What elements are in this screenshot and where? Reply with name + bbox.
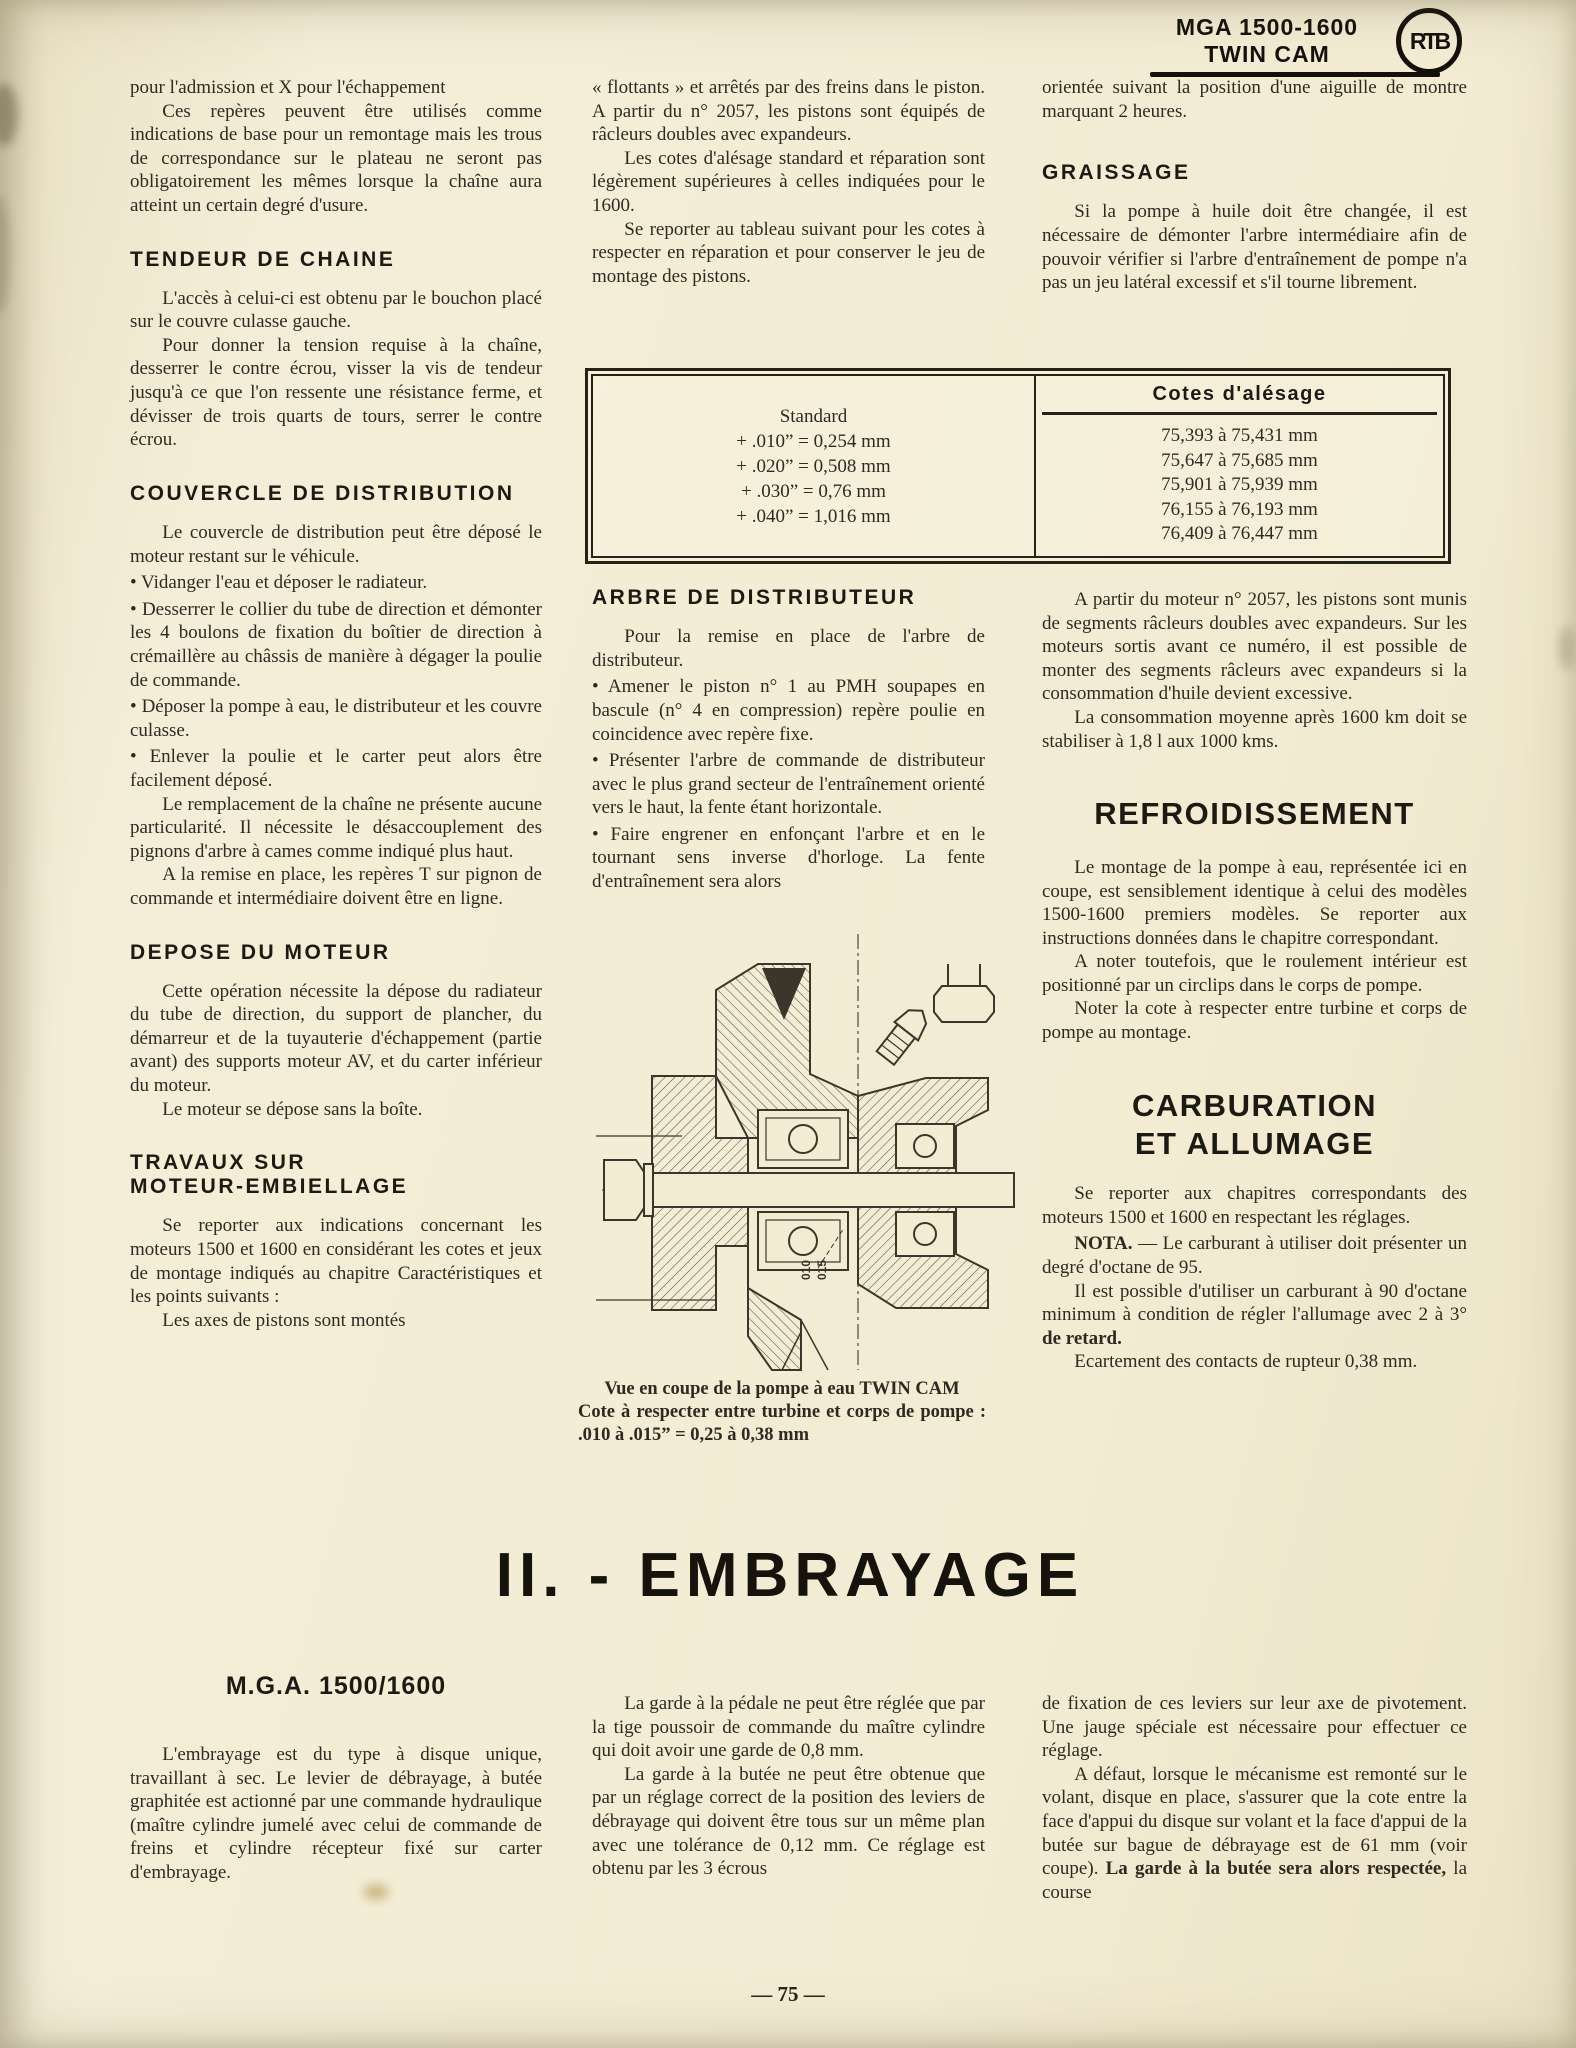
model-title-line2: TWIN CAM — [1204, 41, 1330, 67]
table-cell: Standard — [779, 405, 848, 427]
bullet-item: • Desserrer le collier du tube de direction et démonter les 4 boulons de fixation du boîtier de direction à crémaillère au châssis de manière à dégager la poulie de commande. — [130, 598, 542, 691]
paragraph: Se reporter au tableau suivant pour les cotes à respecter en réparation et pour conserver le jeu de montage des pistons. — [592, 218, 985, 287]
scan-artifact — [0, 84, 18, 146]
caption-line2: Cote à respecter entre turbine et corps de pompe : .010 à .015” = 0,25 à 0,38 mm — [578, 1402, 986, 1445]
shaft-bolt — [604, 1160, 653, 1220]
section-heading-couvercle: COUVERCLE DE DISTRIBUTION — [130, 481, 515, 505]
text-run: la course — [1042, 1858, 1467, 1903]
table-cell: + .020” = 0,508 mm — [736, 455, 891, 477]
paragraph: Se reporter aux chapitres correspondants des moteurs 1500 et 1600 en respectant les réglages. — [1042, 1183, 1467, 1228]
paragraph: La garde à la pédale ne peut être réglée que par la tige poussoir de commande du maître cylindre qui doit avoir une garde de 0,8 mm. — [592, 1693, 985, 1762]
table-cell: 75,901 à 75,939 mm — [1161, 474, 1318, 496]
stain-artifact — [363, 1884, 389, 1900]
svg-text:015: 015 — [815, 1259, 829, 1280]
paragraph: Pour donner la tension requise à la chaîne, desserrer le contre écrou, visser la vis de tendeur jusqu'à ce que l'on ressente une résistance ferme, et dévisser de trois quarts de tours, serrer le contre écrou. — [130, 334, 542, 451]
rta-logo-text: RTB — [1409, 27, 1449, 54]
table-column-bores — [1034, 376, 1443, 556]
paragraph: Si la pompe à huile doit être changée, il est nécessaire de démonter l'arbre intermédiaire afin de pouvoir vérifier si l'arbre d'entraînement de pompe n'a pas un jeu latéral excessif et s'il tourne librement. — [1042, 201, 1467, 294]
text-run-bold: La garde à la butée sera alors respectée, — [1105, 1858, 1447, 1880]
column-bottom-middle — [592, 1692, 985, 1881]
paragraph: Noter la cote à respecter entre turbine et corps de pompe au montage. — [1042, 998, 1467, 1044]
paragraph: Le couvercle de distribution peut être déposé le moteur restant sur le véhicule. — [130, 522, 542, 567]
text-run: A défaut, lorsque le mécanisme est remonté sur le volant, disque en place, s'assurer que la cote entre la face d'appui du disque sur volant et la face d'appui de la butée sur bague de débrayage est de 61 mm (voir coupe). — [1042, 1763, 1467, 1880]
paragraph: A noter toutefois, que le roulement intérieur est positionné par un circlips dans le corps de pompe. — [1042, 951, 1467, 996]
paragraph: Se reporter aux indications concernant les moteurs 1500 et 1600 en considérant les cotes et jeux de montage indiqués au chapitre Caractéristiques et les points suivants : — [130, 1215, 542, 1308]
table-cell: 75,393 à 75,431 mm — [1161, 425, 1318, 447]
scan-artifact — [1558, 626, 1576, 670]
column-right-lower — [1042, 588, 1467, 1374]
table-cell: 75,647 à 75,685 mm — [1161, 449, 1318, 471]
svg-text:010: 010 — [799, 1259, 813, 1280]
paragraph: Le montage de la pompe à eau, représentée ici en coupe, est sensiblement identique à celui des modèles 1500-1600 premiers modèles. Se reporter aux instructions données dans le chapitre correspondant. — [1042, 856, 1467, 949]
figure-caption — [578, 1378, 986, 1447]
paragraph: A partir du moteur n° 2057, les pistons sont munis de segments râcleurs doubles avec expandeurs. Sur les moteurs sortis avant ce numéro, il est possible de monter des segments râcleurs avec expandeurs si la consommation d'huile devient excessive. — [1042, 589, 1467, 705]
table-body — [1036, 415, 1443, 556]
column-left — [130, 76, 542, 1332]
heading-line: CARBURATION — [1132, 1087, 1377, 1123]
water-pump-cross-section — [596, 928, 1016, 1373]
bullet-item: • Faire engrener en enfonçant l'arbre et en le tournant sens inverse d'horloge. La fente d'entraînement sera alors — [592, 823, 985, 893]
chapter-title-embrayage: II. - EMBRAYAGE — [495, 1541, 1085, 1610]
paragraph — [1042, 1280, 1467, 1351]
rta-logo — [1396, 8, 1462, 74]
paragraph: La consommation moyenne après 1600 km doit se stabiliser à 1,8 l aux 1000 kms. — [1042, 706, 1467, 752]
bullet-item: • Enlever la poulie et le carter peut alors être facilement déposé. — [130, 746, 542, 791]
paragraph: L'accès à celui-ci est obtenu par le bouchon placé sur le couvre culasse gauche. — [130, 287, 542, 333]
paragraph: Les cotes d'alésage standard et réparation sont légèrement supérieures à celles indiquées pour le 1600. — [592, 147, 985, 216]
table-cell: + .040” = 1,016 mm — [736, 505, 891, 527]
subsection-heading-mga: M.G.A. 1500/1600 — [225, 1672, 447, 1700]
caption-line1: Vue en coupe de la pompe à eau TWIN CAM — [604, 1379, 960, 1399]
column-middle-arbre — [592, 586, 985, 894]
bullet-item: • Présenter l'arbre de commande de distributeur avec le plus grand secteur de l'entraînement orienté vers le haut, la fente étant horizontale. — [592, 750, 985, 819]
paragraph: Le moteur se dépose sans la boîte. — [162, 1098, 423, 1120]
paragraph: Ces repères peuvent être utilisés comme indications de base pour un remontage mais les trous de correspondance sur le plateau ne seront pas obligatoirement les mêmes lorsque la chaîne aura atteint un certain degré d'usure. — [130, 100, 542, 216]
bore-size-table — [585, 368, 1451, 564]
section-heading-refroidissement: REFROIDISSEMENT — [1094, 796, 1415, 832]
table-cell: + .030” = 0,76 mm — [741, 480, 886, 502]
paragraph: Cette opération nécessite la dépose du radiateur du tube de direction, du support de plancher, du démarreur et de la tuyauterie d'échappement (partie avant) des supports moteur AV, et du carter inférieur du moteur. — [130, 980, 542, 1097]
column-right-top — [1042, 76, 1467, 295]
paragraph: Pour la remise en place de l'arbre de distributeur. — [592, 626, 985, 671]
grease-nipple — [874, 1001, 935, 1067]
model-title-line1: MGA 1500-1600 — [1175, 14, 1359, 40]
column-bottom-left — [130, 1672, 542, 1885]
paragraph: L'embrayage est du type à disque unique, travaillant à sec. Le levier de débrayage, à butée graphitée est actionné par une commande hydraulique (maître cylindre jumelé avec celui de commande de freins et cylindre récepteur fixé sur carter d'embrayage. — [130, 1744, 542, 1883]
nota-text: — Le carburant à utiliser doit présenter un degré d'octane de 95. — [1042, 1233, 1467, 1278]
bullet-item: • Amener le piston n° 1 au PMH soupapes en bascule (n° 4 en compression) repère poulie en coincidence avec repère fixe. — [592, 676, 985, 745]
water-pump-figure — [596, 928, 1016, 1373]
section-heading-graissage: GRAISSAGE — [1042, 161, 1191, 185]
paragraph: La garde à la butée ne peut être obtenue que par un réglage correct de la position des leviers de débrayage qui doivent être tous sur un même plan avec une tolérance de 0,12 mm. Ce réglage est obtenu par les 3 écrous — [592, 1763, 985, 1880]
paragraph: Ecartement des contacts de rupteur 0,38 mm. — [1074, 1351, 1418, 1373]
paragraph: de fixation de ces leviers sur leur axe de pivotement. Une jauge spéciale est nécessaire pour effectuer ce réglage. — [1042, 1693, 1467, 1762]
section-heading-arbre: ARBRE DE DISTRIBUTEUR — [592, 586, 917, 609]
text-run-bold: de retard. — [1042, 1327, 1122, 1349]
paragraph-nota — [1042, 1232, 1467, 1279]
column-middle-top — [592, 76, 985, 288]
table-inner-frame — [591, 374, 1445, 558]
nota-label: NOTA. — [1074, 1233, 1133, 1255]
section-heading-tendeur: TENDEUR DE CHAINE — [130, 247, 396, 271]
heading-line: TRAVAUX SUR — [130, 1151, 307, 1175]
table-cell: 76,409 à 76,447 mm — [1161, 523, 1318, 545]
paragraph: Le remplacement de la chaîne ne présente aucune particularité. Il nécessite le désaccouplement des pignons d'arbre à cames comme indiqué plus haut. — [130, 793, 542, 862]
stud-nut — [934, 964, 994, 1022]
paragraph: pour l'admission et X pour l'échappement — [130, 77, 446, 98]
bullet-item: • Déposer la pompe à eau, le distributeur et les couvre culasse. — [130, 696, 542, 741]
section-heading-carburation — [1042, 1087, 1467, 1165]
paragraph: orientée suivant la position d'une aiguille de montre marquant 2 heures. — [1042, 77, 1467, 122]
table-header: Cotes d'alésage — [1152, 383, 1327, 405]
section-heading-depose: DEPOSE DU MOTEUR — [130, 940, 391, 964]
paragraph: A la remise en place, les repères T sur pignon de commande et intermédiaire doivent être en ligne. — [130, 864, 542, 909]
bullet-item: • Vidanger l'eau et déposer le radiateur. — [130, 572, 428, 594]
column-bottom-right — [1042, 1692, 1467, 1904]
page-number: — 75 — — [751, 1982, 825, 2006]
paragraph — [1042, 1763, 1467, 1905]
paragraph: « flottants » et arrêtés par des freins dans le piston. A partir du n° 2057, les pistons sont équipés de râcleurs doubles avec expandeurs. — [592, 77, 985, 146]
heading-line: MOTEUR-EMBIELLAGE — [130, 1175, 409, 1199]
table-cell: + .010” = 0,254 mm — [736, 430, 891, 452]
scan-artifact — [0, 196, 10, 314]
pump-shaft — [626, 1173, 1014, 1207]
text-run: Il est possible d'utiliser un carburant à 90 d'octane minimum à condition de régler l'allumage avec 2 à 3° — [1042, 1280, 1467, 1326]
section-heading-travaux — [130, 1151, 542, 1199]
paragraph: Les axes de pistons sont montés — [162, 1309, 406, 1331]
heading-line: ET ALLUMAGE — [1134, 1126, 1375, 1162]
table-column-sizes — [593, 376, 1034, 556]
table-cell: 76,155 à 76,193 mm — [1161, 498, 1318, 520]
page-header — [1142, 14, 1392, 68]
